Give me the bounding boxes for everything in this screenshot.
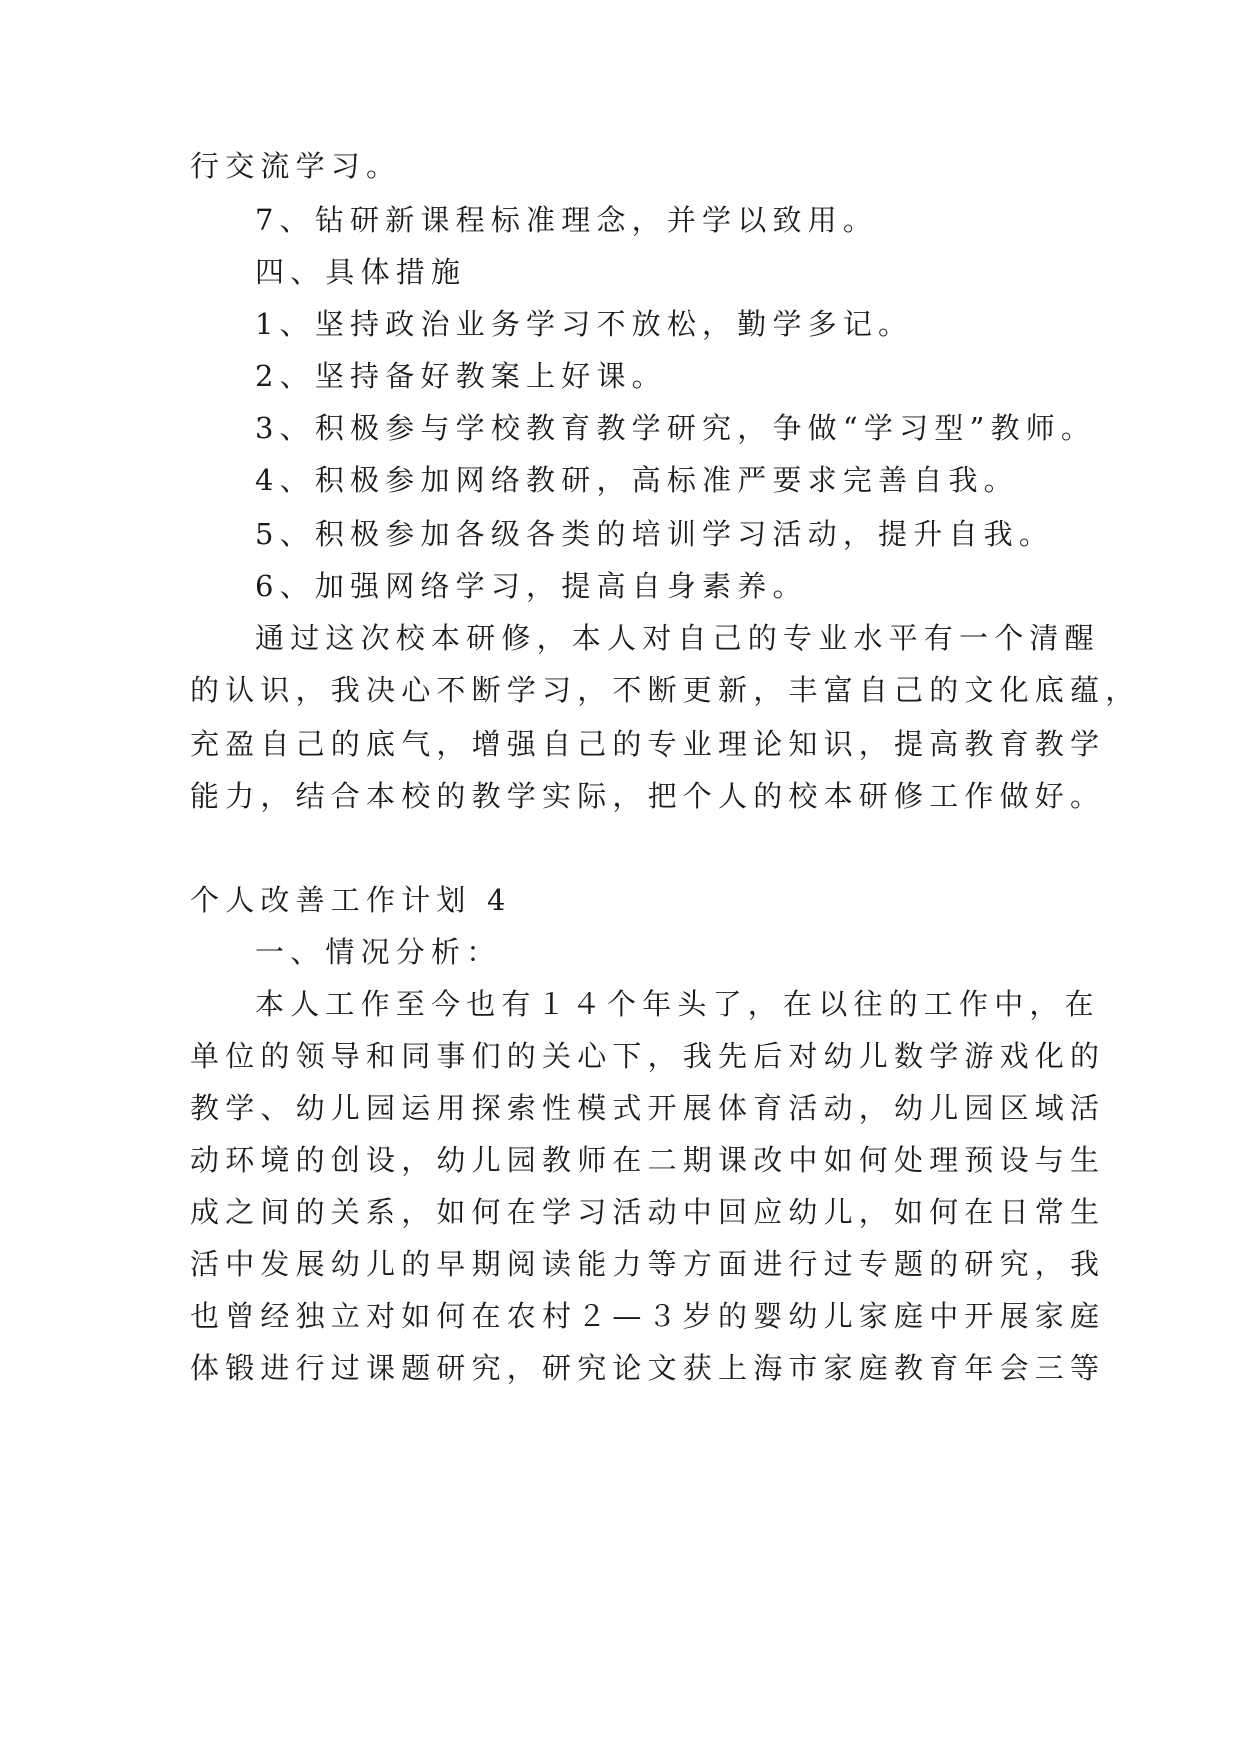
paragraph-line: 动环境的创设，幼儿园教师在二期课改中如何处理预设与生 [190, 1143, 1106, 1177]
measure-4: 4、积极参加网络教研，高标准严要求完善自我。 [255, 463, 1019, 497]
summary-line: 通过这次校本研修，本人对自己的专业水平有一个清醒 [255, 621, 1100, 655]
summary-line: 的认识，我决心不断学习，不断更新，丰富自己的文化底蕴， [190, 673, 1141, 707]
measure-3: 3、积极参与学校教育教学研究，争做“学习型”教师。 [255, 411, 1097, 445]
measure-1: 1、坚持政治业务学习不放松，勤学多记。 [255, 307, 914, 341]
section-title: 个人改善工作计划 4 [190, 883, 512, 917]
paragraph-line: 也曾经独立对如何在农村２—３岁的婴幼儿家庭中开展家庭 [190, 1299, 1106, 1333]
measure-6: 6、加强网络学习，提高自身素养。 [255, 569, 808, 603]
paragraph-line: 单位的领导和同事们的关心下，我先后对幼儿数学游戏化的 [190, 1039, 1106, 1073]
paragraph-line: 活中发展幼儿的早期阅读能力等方面进行过专题的研究，我 [190, 1247, 1106, 1281]
paragraph-line: 成之间的关系，如何在学习活动中回应幼儿，如何在日常生 [190, 1195, 1106, 1229]
item-7: 7、钻研新课程标准理念，并学以致用。 [255, 203, 879, 237]
summary-line: 充盈自己的底气，增强自己的专业理论知识，提高教育教学 [190, 727, 1106, 761]
paragraph-line: 教学、幼儿园运用探索性模式开展体育活动，幼儿园区域活 [190, 1091, 1106, 1125]
measure-2: 2、坚持备好教案上好课。 [255, 359, 667, 393]
summary-line: 能力，结合本校的教学实际，把个人的校本研修工作做好。 [190, 779, 1106, 813]
heading-measures: 四、具体措施 [255, 255, 467, 289]
paragraph-line: 本人工作至今也有１４个年头了，在以往的工作中，在 [255, 987, 1100, 1021]
continuation-line: 行交流学习。 [190, 149, 402, 183]
heading-situation: 一、情况分析： [255, 935, 502, 969]
paragraph-line: 体锻进行过课题研究，研究论文获上海市家庭教育年会三等 [190, 1351, 1106, 1385]
measure-5: 5、积极参加各级各类的培训学习活动，提升自我。 [255, 517, 1055, 551]
